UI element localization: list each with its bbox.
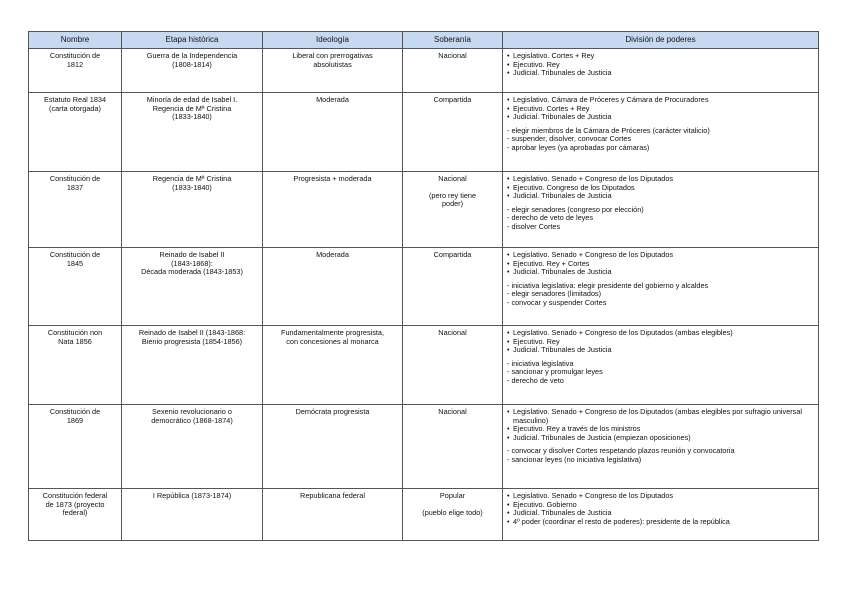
cell-soberania-text: Popular — [439, 491, 466, 500]
soberania-note: (pero rey tiene poder) — [428, 190, 477, 209]
cell-ideologia — [263, 172, 403, 248]
cell-ideologia-text: Liberal con prerrogativas absolutistas — [292, 51, 373, 69]
power-item: • Ejecutivo. Cortes + Rey — [507, 105, 814, 114]
power-item: • Legislativo. Senado + Congreso de los Diputados — [507, 175, 814, 184]
cell-etapa-text: Guerra de la Independencia (1808-1814) — [146, 51, 238, 69]
cell-division-poderes — [503, 49, 819, 93]
cell-soberania-text: Compartida — [433, 250, 472, 259]
table-row — [29, 49, 819, 93]
table-row — [29, 489, 819, 541]
cell-ideologia — [263, 93, 403, 172]
table-row — [29, 93, 819, 172]
function-item: - elegir senadores (congreso por elección) — [507, 204, 644, 214]
power-item: • 4º poder (coordinar el resto de poderes): presidente de la república — [507, 518, 814, 527]
power-item: • Ejecutivo. Congreso de los Diputados — [507, 184, 814, 193]
function-item: - iniciativa legislativa — [507, 358, 574, 368]
cell-etapa — [122, 405, 263, 489]
cell-etapa — [122, 172, 263, 248]
cell-soberania — [403, 172, 503, 248]
power-item: • Legislativo. Senado + Congreso de los Diputados — [507, 251, 814, 260]
header-division: División de poderes — [503, 32, 819, 49]
cell-ideologia — [263, 326, 403, 405]
cell-division-poderes — [503, 405, 819, 489]
cell-etapa-text: Reinado de Isabel II (1843-1868): Década moderada (1843-1853) — [141, 250, 243, 277]
cell-nombre-text: Constitución de 1837 — [49, 174, 101, 192]
functions-list — [507, 360, 814, 386]
power-item: • Judicial. Tribunales de Justicia — [507, 69, 814, 78]
power-item: • Ejecutivo. Rey a través de los ministros — [507, 425, 814, 434]
cell-nombre — [29, 172, 122, 248]
power-item: • Ejecutivo. Rey — [507, 338, 814, 347]
powers-list — [507, 492, 814, 526]
cell-ideologia — [263, 248, 403, 326]
cell-nombre — [29, 49, 122, 93]
cell-etapa — [122, 248, 263, 326]
functions-list — [507, 447, 814, 464]
power-item: • Legislativo. Cámara de Próceres y Cámara de Procuradores — [507, 96, 814, 105]
power-item: • Judicial. Tribunales de Justicia — [507, 346, 814, 355]
constitutions-table — [28, 31, 819, 541]
function-item: - sancionar y promulgar leyes — [507, 367, 603, 377]
cell-ideologia-text: Demócrata progresista — [295, 407, 370, 416]
power-item: • Legislativo. Senado + Congreso de los Diputados (ambas elegibles por sufragio universal masculino) — [507, 408, 814, 425]
cell-nombre — [29, 326, 122, 405]
function-item: - elegir senadores (limitados) — [507, 289, 602, 299]
power-item: • Ejecutivo. Gobierno — [507, 501, 814, 510]
table-row — [29, 405, 819, 489]
header-etapa: Etapa histórica — [122, 32, 263, 49]
cell-etapa-text: Sexenio revolucionario o democrático (1868-1874) — [151, 407, 233, 425]
header-ideologia: Ideología — [263, 32, 403, 49]
function-item: - derecho de veto — [507, 375, 564, 385]
functions-list — [507, 206, 814, 232]
cell-etapa-text: Regencia de Mª Cristina (1833-1840) — [152, 174, 232, 192]
cell-ideologia-text: Progresista + moderada — [293, 174, 372, 183]
powers-list — [507, 175, 814, 201]
function-item: - elegir miembros de la Cámara de Próceres (carácter vitalicio) — [507, 125, 710, 135]
cell-nombre — [29, 405, 122, 489]
cell-division-poderes — [503, 326, 819, 405]
powers-list — [507, 251, 814, 277]
cell-nombre-text: Constitución de 1869 — [49, 407, 101, 425]
cell-nombre-text: Constitución non Nata 1856 — [47, 328, 103, 346]
powers-list — [507, 96, 814, 122]
table-body — [29, 49, 819, 541]
header-row — [29, 32, 819, 49]
cell-soberania-text: Nacional — [438, 51, 467, 60]
cell-nombre — [29, 248, 122, 326]
cell-ideologia-text: Moderada — [316, 95, 349, 104]
cell-soberania-text: Nacional — [438, 328, 467, 337]
cell-soberania — [403, 49, 503, 93]
cell-ideologia-text: Fundamentalmente progresista, con concesiones al monarca — [280, 328, 385, 346]
cell-division-poderes — [503, 172, 819, 248]
function-item: - convocar y disolver Cortes respetando plazos reunión y convocatoria — [507, 446, 735, 456]
cell-etapa-text: Reinado de Isabel II (1843-1868: Bienio progresista (1854-1856) — [138, 328, 246, 346]
power-item: • Legislativo. Cortes + Rey — [507, 52, 814, 61]
power-item: • Judicial. Tribunales de Justicia (empiezan oposiciones) — [507, 434, 814, 443]
cell-etapa — [122, 489, 263, 541]
cell-soberania — [403, 405, 503, 489]
function-item: - disolver Cortes — [507, 221, 561, 231]
functions-list — [507, 127, 814, 153]
header-nombre: Nombre — [29, 32, 122, 49]
table-row — [29, 326, 819, 405]
cell-soberania-text: Nacional — [438, 174, 467, 183]
function-item: - derecho de veto de leyes — [507, 213, 593, 223]
cell-division-poderes — [503, 489, 819, 541]
cell-soberania-text: Compartida — [433, 95, 472, 104]
power-item: • Ejecutivo. Rey + Cortes — [507, 260, 814, 269]
powers-list — [507, 408, 814, 442]
cell-etapa-text: Minoría de edad de Isabel I. Regencia de Mª Cristina (1833-1840) — [146, 95, 238, 122]
powers-list — [507, 52, 814, 78]
cell-soberania — [403, 489, 503, 541]
function-item: - aprobar leyes (ya aprobadas por cámaras) — [507, 142, 650, 152]
cell-etapa — [122, 49, 263, 93]
functions-list — [507, 282, 814, 308]
cell-soberania-text: Nacional — [438, 407, 467, 416]
cell-ideologia — [263, 405, 403, 489]
power-item: • Legislativo. Senado + Congreso de los Diputados — [507, 492, 814, 501]
power-item: • Ejecutivo. Rey — [507, 61, 814, 70]
header-soberania: Soberanía — [403, 32, 503, 49]
cell-nombre-text: Constitución federal de 1873 (proyecto federal) — [42, 491, 108, 518]
cell-nombre-text: Constitución de 1812 — [49, 51, 101, 69]
function-item: - iniciativa legislativa: elegir presidente del gobierno y alcaldes — [507, 280, 709, 290]
function-item: - suspender, disolver, convocar Cortes — [507, 134, 632, 144]
cell-ideologia — [263, 489, 403, 541]
cell-nombre-text: Estatuto Real 1834 (carta otorgada) — [43, 95, 107, 113]
cell-soberania — [403, 326, 503, 405]
powers-list — [507, 329, 814, 355]
cell-etapa — [122, 93, 263, 172]
cell-nombre-text: Constitución de 1845 — [49, 250, 101, 268]
power-item: • Judicial. Tribunales de Justicia — [507, 509, 814, 518]
function-item: - sancionar leyes (no iniciativa legislativa) — [507, 454, 642, 464]
function-item: - convocar y suspender Cortes — [507, 297, 607, 307]
cell-ideologia-text: Moderada — [316, 250, 349, 259]
cell-etapa — [122, 326, 263, 405]
cell-soberania — [403, 248, 503, 326]
cell-ideologia — [263, 49, 403, 93]
table-row — [29, 172, 819, 248]
cell-etapa-text: I República (1873-1874) — [152, 491, 232, 500]
cell-soberania — [403, 93, 503, 172]
power-item: • Legislativo. Senado + Congreso de los Diputados (ambas elegibles) — [507, 329, 814, 338]
power-item: • Judicial. Tribunales de Justicia — [507, 192, 814, 201]
cell-division-poderes — [503, 248, 819, 326]
cell-nombre — [29, 93, 122, 172]
cell-ideologia-text: Republicana federal — [300, 491, 365, 500]
soberania-note: (pueblo elige todo) — [422, 507, 483, 517]
cell-division-poderes — [503, 93, 819, 172]
power-item: • Judicial. Tribunales de Justicia — [507, 113, 814, 122]
cell-nombre — [29, 489, 122, 541]
table-row — [29, 248, 819, 326]
power-item: • Judicial. Tribunales de Justicia — [507, 268, 814, 277]
